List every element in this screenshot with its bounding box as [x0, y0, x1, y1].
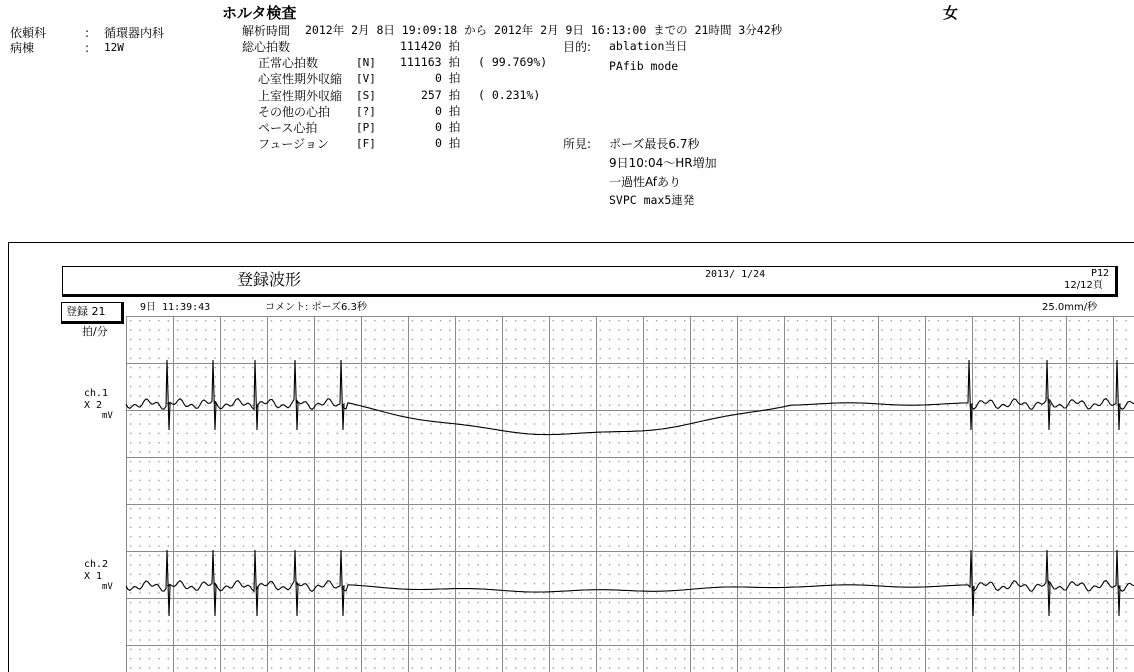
- section-divider: [8, 242, 1134, 243]
- beat-percent: ( 0.231%): [478, 88, 541, 102]
- record-label: 登録 21: [66, 305, 106, 318]
- channel-gain: X 2: [84, 400, 103, 411]
- beat-code: [?]: [356, 105, 376, 118]
- beat-code: [F]: [356, 137, 376, 150]
- analysis-time-value: 2012年 2月 8日 19:09:18 から 2012年 2月 9日 16:13:00 までの 21時間 3分42秒: [305, 23, 783, 37]
- beat-code: [P]: [356, 121, 376, 134]
- ecg-trace-ch2: [126, 550, 1134, 616]
- page-of: 12/12頁: [1064, 280, 1103, 291]
- beat-count: 0 拍: [435, 120, 461, 134]
- ecg-trace-ch1: [126, 360, 1134, 435]
- page-number: P12: [1091, 268, 1110, 279]
- department-label: 依頼科: [10, 26, 47, 40]
- report-title: ホルタ検査: [222, 4, 297, 22]
- beat-code: [N]: [356, 56, 376, 69]
- left-frame-line: [8, 242, 9, 672]
- findings-line: SVPC max5連発: [609, 193, 695, 207]
- paper-speed: 25.0mm/秒: [1042, 302, 1098, 313]
- analysis-time-label: 解析時間: [242, 24, 291, 38]
- purpose-line: ablation当日: [609, 39, 688, 53]
- ward-colon: :: [85, 41, 90, 55]
- record-comment: コメント: ポーズ6.3秒: [265, 302, 367, 313]
- beat-count: 0 拍: [435, 136, 461, 150]
- beat-count: 0 拍: [435, 104, 461, 118]
- total-beats-value: 111420 拍: [400, 39, 460, 53]
- department-colon: :: [85, 26, 90, 40]
- findings-line: 9日10:04～HR増加: [609, 156, 717, 170]
- beat-label: ペース心拍: [258, 121, 318, 135]
- ward-value: 12W: [104, 41, 124, 54]
- purpose-label: 目的:: [563, 40, 592, 54]
- heart-rate-unit: 拍/分: [82, 325, 108, 338]
- channel-name: ch.2: [84, 559, 109, 570]
- beat-count: 257 拍: [421, 88, 461, 102]
- findings-line: ポーズ最長6.7秒: [609, 137, 700, 151]
- findings-label: 所見:: [563, 137, 592, 151]
- record-time: 9日 11:39:43: [140, 302, 211, 313]
- channel-unit: mV: [102, 411, 113, 421]
- channel-name: ch.1: [84, 388, 109, 399]
- sex-value: 女: [943, 4, 959, 22]
- total-beats-label: 総心拍数: [242, 40, 291, 54]
- beat-label: フュージョン: [258, 137, 329, 151]
- beat-percent: ( 99.769%): [478, 55, 548, 69]
- beat-count: 111163 拍: [400, 55, 460, 69]
- department-value: 循環器内科: [104, 26, 165, 40]
- channel-unit: mV: [102, 582, 113, 592]
- beat-label: その他の心拍: [258, 105, 331, 119]
- ward-label: 病棟: [10, 41, 35, 55]
- waveform-title: 登録波形: [237, 270, 302, 289]
- findings-line: 一過性Afあり: [609, 175, 682, 189]
- purpose-line: PAfib mode: [609, 59, 679, 73]
- waveform-date: 2013/ 1/24: [705, 269, 766, 280]
- beat-label: 心室性期外収縮: [258, 72, 343, 86]
- beat-count: 0 拍: [435, 71, 461, 85]
- beat-code: [S]: [356, 89, 376, 102]
- ecg-traces: [126, 316, 1134, 672]
- waveform-title-bar: [62, 266, 1118, 297]
- beat-label: 上室性期外収縮: [258, 89, 343, 103]
- channel-gain: X 1: [84, 571, 103, 582]
- beat-code: [V]: [356, 72, 376, 85]
- beat-label: 正常心拍数: [258, 56, 319, 70]
